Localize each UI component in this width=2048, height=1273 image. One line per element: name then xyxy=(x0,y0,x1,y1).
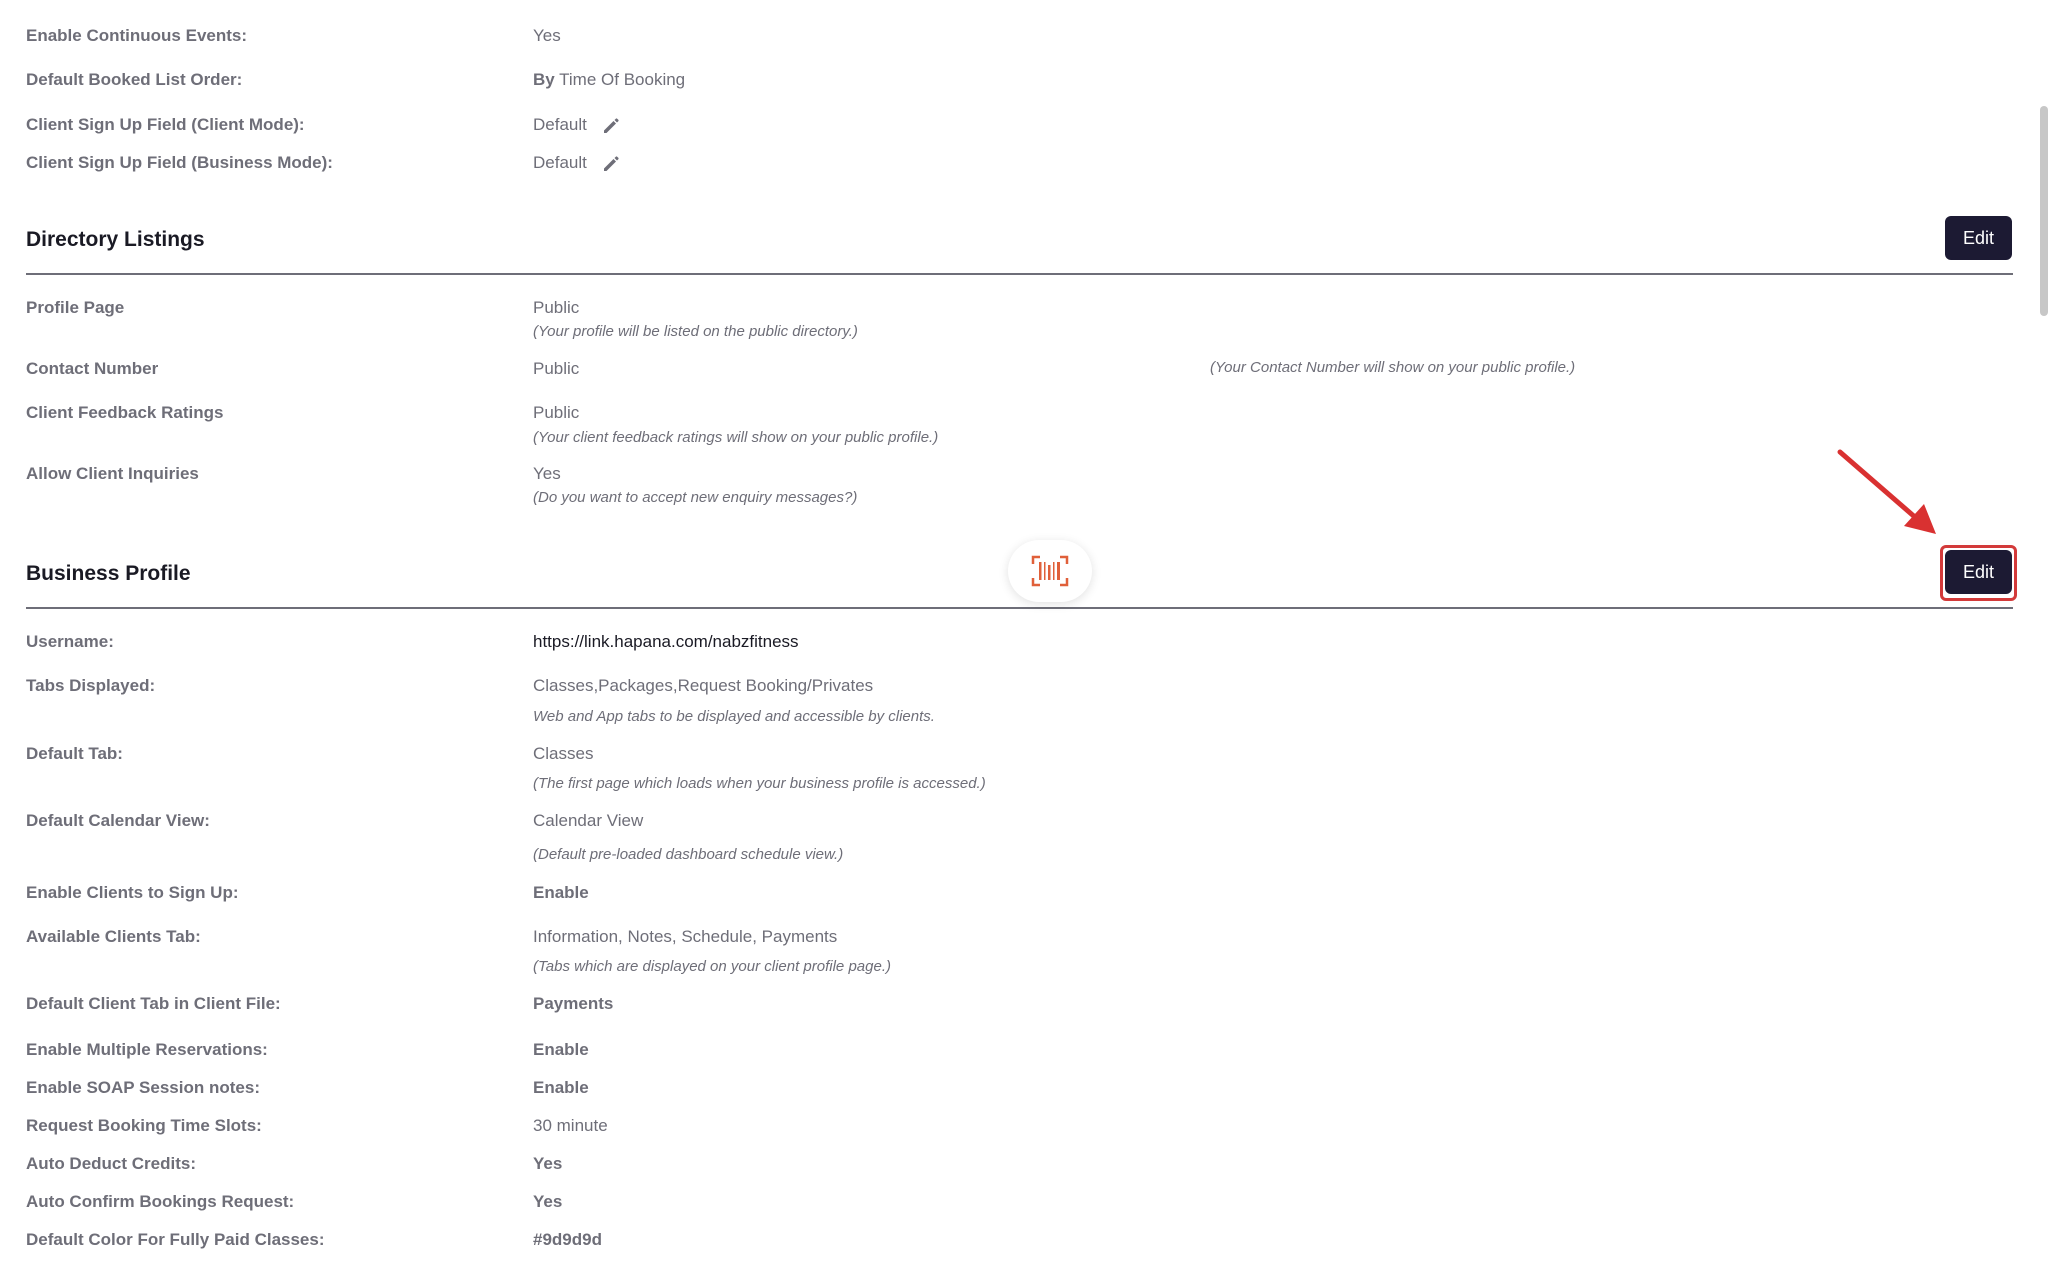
setting-value: Public xyxy=(533,359,580,378)
value-text: Time Of Booking xyxy=(559,70,686,89)
pencil-icon[interactable] xyxy=(601,116,621,136)
floating-scan-button[interactable] xyxy=(1008,540,1092,602)
setting-label: Default Client Tab in Client File: xyxy=(26,994,281,1013)
setting-value: 30 minute xyxy=(533,1116,608,1135)
setting-value: Enable xyxy=(533,1040,589,1059)
setting-value: Yes xyxy=(533,464,561,483)
setting-label: Allow Client Inquiries xyxy=(26,464,199,483)
pencil-icon[interactable] xyxy=(601,154,621,174)
value-text: Default xyxy=(533,115,587,134)
setting-note: (The first page which loads when your business profile is accessed.) xyxy=(533,775,986,792)
setting-label: Profile Page xyxy=(26,298,125,317)
setting-value: #9d9d9d xyxy=(533,1230,602,1249)
value-text: Default xyxy=(533,153,587,172)
setting-value: Information, Notes, Schedule, Payments xyxy=(533,927,838,946)
setting-value: Yes xyxy=(533,1192,563,1211)
setting-label: Request Booking Time Slots: xyxy=(26,1116,262,1135)
setting-value xyxy=(533,115,621,136)
setting-value: Classes xyxy=(533,744,594,763)
username-link[interactable]: https://link.hapana.com/nabzfitness xyxy=(533,632,799,651)
vertical-scrollbar[interactable] xyxy=(2040,106,2048,316)
setting-value xyxy=(533,70,685,90)
setting-label: Default Tab: xyxy=(26,744,123,763)
setting-label: Enable SOAP Session notes: xyxy=(26,1078,260,1097)
value-prefix: By xyxy=(533,70,555,89)
setting-label: Enable Multiple Reservations: xyxy=(26,1040,268,1059)
setting-label: Client Sign Up Field (Client Mode): xyxy=(26,115,305,134)
setting-label: Tabs Displayed: xyxy=(26,676,156,695)
setting-label: Client Feedback Ratings xyxy=(26,403,224,422)
section-divider xyxy=(26,607,2013,609)
setting-label: Available Clients Tab: xyxy=(26,927,201,946)
setting-value: Yes xyxy=(533,26,561,45)
setting-value: Enable xyxy=(533,1078,589,1097)
setting-value: Yes xyxy=(533,1154,563,1173)
setting-label: Username: xyxy=(26,632,114,651)
setting-note: (Your profile will be listed on the public directory.) xyxy=(533,323,858,340)
setting-label: Enable Continuous Events: xyxy=(26,26,248,45)
barcode-scan-icon xyxy=(1031,555,1069,587)
setting-label: Auto Deduct Credits: xyxy=(26,1154,196,1173)
setting-note: (Your Contact Number will show on your public profile.) xyxy=(1210,359,1576,376)
setting-value: Public xyxy=(533,403,580,422)
setting-value xyxy=(533,153,621,174)
setting-label: Default Calendar View: xyxy=(26,811,210,830)
setting-note: (Default pre-loaded dashboard schedule view.) xyxy=(533,846,844,863)
setting-value: Payments xyxy=(533,994,614,1013)
annotation-arrow-icon xyxy=(1836,448,1938,536)
setting-note: (Tabs which are displayed on your client profile page.) xyxy=(533,958,891,975)
setting-note: Web and App tabs to be displayed and accessible by clients. xyxy=(533,708,935,725)
setting-value: Enable xyxy=(533,883,589,902)
setting-value: Public xyxy=(533,298,580,317)
section-title-directory-listings: Directory Listings xyxy=(26,228,205,251)
setting-label: Default Booked List Order: xyxy=(26,70,243,89)
setting-value: Calendar View xyxy=(533,811,644,830)
setting-label: Contact Number xyxy=(26,359,159,378)
setting-value: Classes,Packages,Request Booking/Privates xyxy=(533,676,874,695)
setting-note: (Your client feedback ratings will show on your public profile.) xyxy=(533,429,939,446)
setting-label: Client Sign Up Field (Business Mode): xyxy=(26,153,333,172)
directory-edit-button[interactable]: Edit xyxy=(1945,216,2012,260)
setting-label: Auto Confirm Bookings Request: xyxy=(26,1192,295,1211)
setting-note: (Do you want to accept new enquiry messages?) xyxy=(533,489,858,506)
setting-label: Enable Clients to Sign Up: xyxy=(26,883,239,902)
section-divider xyxy=(26,273,2013,275)
section-title-business-profile: Business Profile xyxy=(26,562,191,585)
business-profile-edit-button[interactable]: Edit xyxy=(1945,550,2012,594)
setting-label: Default Color For Fully Paid Classes: xyxy=(26,1230,325,1249)
